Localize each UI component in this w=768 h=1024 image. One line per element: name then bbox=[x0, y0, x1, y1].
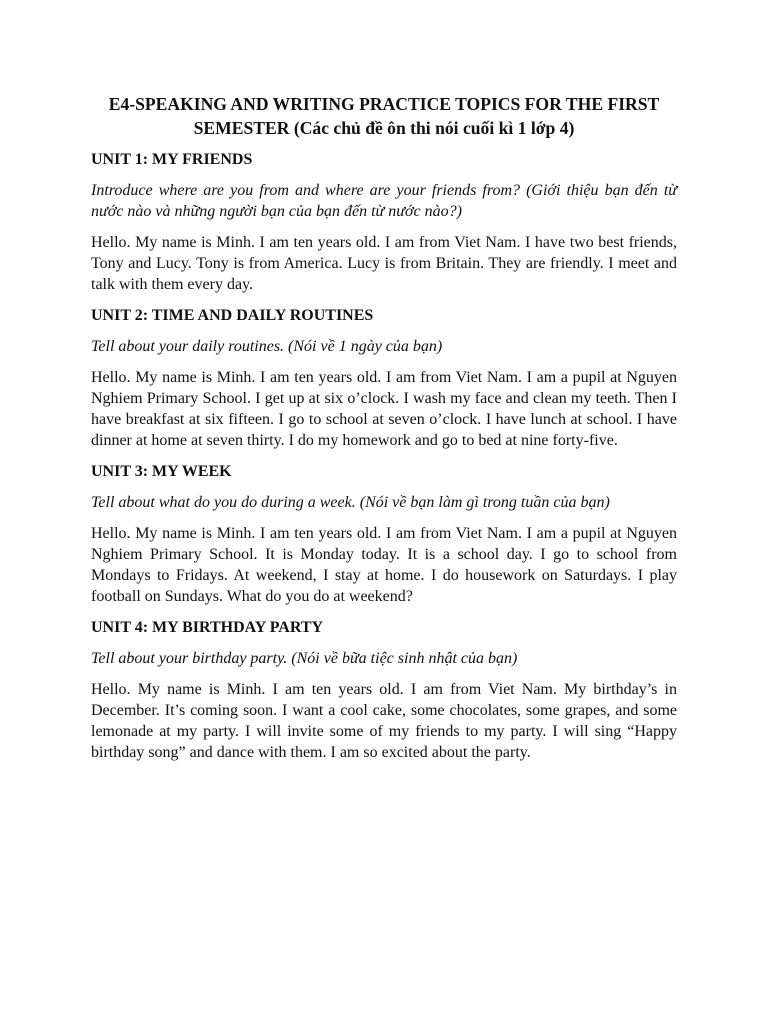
unit-section-1 bbox=[91, 149, 677, 295]
unit-heading: UNIT 2: TIME AND DAILY ROUTINES bbox=[91, 307, 374, 324]
unit-section-2 bbox=[91, 305, 677, 451]
unit-heading: UNIT 1: MY FRIENDS bbox=[91, 151, 253, 168]
unit-heading: UNIT 4: MY BIRTHDAY PARTY bbox=[91, 619, 324, 636]
unit-answer: Hello. My name is Minh. I am ten years old. I am from Viet Nam. My birthday’s in December. It’s coming soon. I want a cool cake, some chocolates, some grapes, and some lemonade at my party. I will invite some of my friends to my party. I will sing “Happy birthday song” and dance with them. I am so excited about the party. bbox=[91, 681, 677, 761]
unit-prompt: Tell about your birthday party. (Nói về bữa tiệc sinh nhật của bạn) bbox=[91, 650, 518, 667]
unit-answer: Hello. My name is Minh. I am ten years old. I am from Viet Nam. I am a pupil at Nguyen Nghiem Primary School. It is Monday today. It is a school day. I go to school from Mondays to Fridays. At weekend, I stay at home. I do housework on Saturdays. I play football on Sundays. What do you do at weekend? bbox=[91, 525, 677, 605]
unit-answer: Hello. My name is Minh. I am ten years old. I am from Viet Nam. I am a pupil at Nguyen Nghiem Primary School. I get up at six o’clock. I wash my face and clean my teeth. Then I have breakfast at six fifteen. I go to school at seven o’clock. I have lunch at school. I have dinner at home at seven thirty. I do my homework and go to bed at nine forty-five. bbox=[91, 369, 677, 449]
unit-heading: UNIT 3: MY WEEK bbox=[91, 463, 232, 480]
unit-section-4 bbox=[91, 617, 677, 763]
unit-section-3 bbox=[91, 461, 677, 607]
unit-prompt: Tell about your daily routines. (Nói về 1 ngày của bạn) bbox=[91, 338, 443, 355]
unit-answer: Hello. My name is Minh. I am ten years old. I am from Viet Nam. I have two best friends, Tony and Lucy. Tony is from America. Lucy is from Britain. They are friendly. I meet and talk with them every day. bbox=[91, 234, 677, 293]
unit-prompt: Introduce where are you from and where are your friends from? (Giới thiệu bạn đến từ nước nào và những người bạn của bạn đến từ nước nào?) bbox=[91, 182, 677, 220]
unit-prompt: Tell about what do you do during a week. (Nói về bạn làm gì trong tuần của bạn) bbox=[91, 494, 610, 511]
document-title: E4-SPEAKING AND WRITING PRACTICE TOPICS FOR THE FIRST SEMESTER (Các chủ đề ôn thi nói cuối kì 1 lớp 4) bbox=[108, 94, 660, 138]
